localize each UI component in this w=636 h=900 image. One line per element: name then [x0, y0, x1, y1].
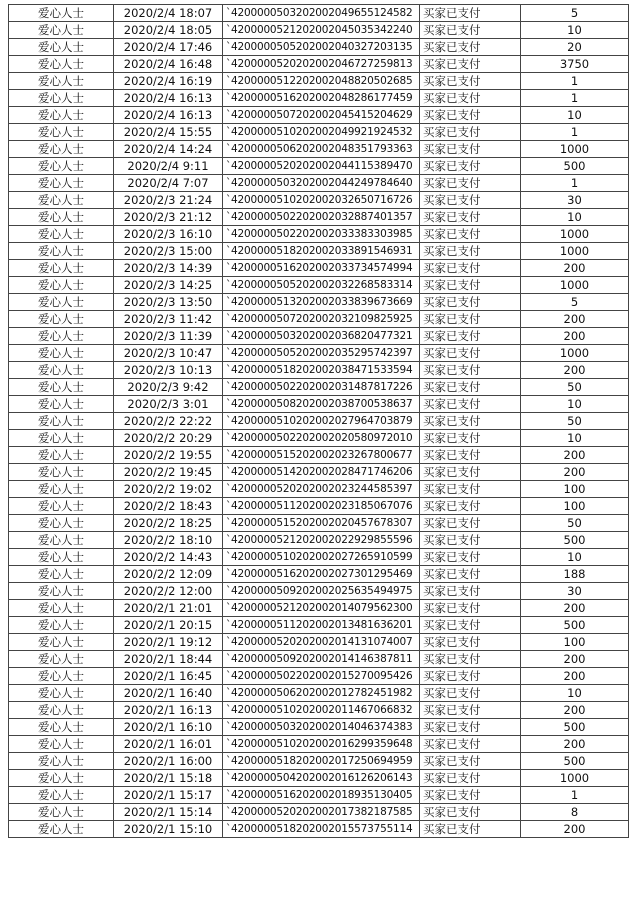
payment-status-cell: 买家已支付 [420, 600, 521, 617]
order-id-cell: `4200000516202002033734574994 [223, 260, 420, 277]
time-cell: 2020/2/2 18:43 [114, 498, 223, 515]
order-id-cell: `4200000520202002044115389470 [223, 158, 420, 175]
donor-cell: 爱心人士 [9, 413, 114, 430]
amount-cell: 200 [521, 651, 629, 668]
amount-cell: 1 [521, 787, 629, 804]
order-id-cell: `4200000504202002016126206143 [223, 770, 420, 787]
order-id-cell: `4200000516202002027301295469 [223, 566, 420, 583]
table-row [9, 702, 629, 719]
amount-cell: 1000 [521, 141, 629, 158]
time-cell: 2020/2/3 16:10 [114, 226, 223, 243]
donor-cell: 爱心人士 [9, 226, 114, 243]
payment-status-cell: 买家已支付 [420, 73, 521, 90]
time-cell: 2020/2/4 17:46 [114, 39, 223, 56]
order-id-cell: `4200000518202002038471533594 [223, 362, 420, 379]
donor-cell: 爱心人士 [9, 328, 114, 345]
table-row [9, 345, 629, 362]
table-row [9, 328, 629, 345]
table-row [9, 124, 629, 141]
amount-cell: 10 [521, 209, 629, 226]
order-id-cell: `4200000502202002033383303985 [223, 226, 420, 243]
payment-status-cell: 买家已支付 [420, 702, 521, 719]
amount-cell: 5 [521, 294, 629, 311]
amount-cell: 10 [521, 22, 629, 39]
donor-cell: 爱心人士 [9, 107, 114, 124]
amount-cell: 3750 [521, 56, 629, 73]
order-id-cell: `4200000503202002044249784640 [223, 175, 420, 192]
amount-cell: 10 [521, 430, 629, 447]
amount-cell: 50 [521, 413, 629, 430]
donor-cell: 爱心人士 [9, 158, 114, 175]
payment-status-cell: 买家已支付 [420, 821, 521, 838]
table-row [9, 736, 629, 753]
donation-table [8, 4, 629, 838]
amount-cell: 100 [521, 481, 629, 498]
order-id-cell: `4200000512202002048820502685 [223, 73, 420, 90]
order-id-cell: `4200000502202002015270095426 [223, 668, 420, 685]
amount-cell: 10 [521, 107, 629, 124]
order-id-cell: `4200000503202002014046374383 [223, 719, 420, 736]
payment-status-cell: 买家已支付 [420, 243, 521, 260]
amount-cell: 5 [521, 5, 629, 22]
time-cell: 2020/2/3 3:01 [114, 396, 223, 413]
table-row [9, 175, 629, 192]
table-row [9, 685, 629, 702]
payment-status-cell: 买家已支付 [420, 464, 521, 481]
time-cell: 2020/2/1 16:00 [114, 753, 223, 770]
time-cell: 2020/2/1 15:18 [114, 770, 223, 787]
payment-status-cell: 买家已支付 [420, 277, 521, 294]
time-cell: 2020/2/4 7:07 [114, 175, 223, 192]
donor-cell: 爱心人士 [9, 804, 114, 821]
donor-cell: 爱心人士 [9, 498, 114, 515]
payment-status-cell: 买家已支付 [420, 770, 521, 787]
payment-status-cell: 买家已支付 [420, 345, 521, 362]
time-cell: 2020/2/4 14:24 [114, 141, 223, 158]
amount-cell: 100 [521, 634, 629, 651]
amount-cell: 1 [521, 73, 629, 90]
donor-cell: 爱心人士 [9, 736, 114, 753]
time-cell: 2020/2/4 18:07 [114, 5, 223, 22]
order-id-cell: `4200000510202002027964703879 [223, 413, 420, 430]
donor-cell: 爱心人士 [9, 600, 114, 617]
order-id-cell: `4200000507202002045415204629 [223, 107, 420, 124]
payment-status-cell: 买家已支付 [420, 141, 521, 158]
table-row [9, 39, 629, 56]
amount-cell: 200 [521, 362, 629, 379]
amount-cell: 188 [521, 566, 629, 583]
table-row [9, 158, 629, 175]
payment-status-cell: 买家已支付 [420, 481, 521, 498]
payment-status-cell: 买家已支付 [420, 787, 521, 804]
table-row [9, 294, 629, 311]
table-row [9, 481, 629, 498]
time-cell: 2020/2/1 16:10 [114, 719, 223, 736]
order-id-cell: `4200000502202002031487817226 [223, 379, 420, 396]
order-id-cell: `4200000518202002033891546931 [223, 243, 420, 260]
amount-cell: 100 [521, 498, 629, 515]
time-cell: 2020/2/2 20:29 [114, 430, 223, 447]
payment-status-cell: 买家已支付 [420, 5, 521, 22]
amount-cell: 200 [521, 668, 629, 685]
donor-cell: 爱心人士 [9, 243, 114, 260]
time-cell: 2020/2/1 19:12 [114, 634, 223, 651]
payment-status-cell: 买家已支付 [420, 685, 521, 702]
amount-cell: 200 [521, 702, 629, 719]
amount-cell: 30 [521, 192, 629, 209]
payment-status-cell: 买家已支付 [420, 175, 521, 192]
table-row [9, 787, 629, 804]
amount-cell: 1000 [521, 345, 629, 362]
amount-cell: 200 [521, 600, 629, 617]
payment-status-cell: 买家已支付 [420, 719, 521, 736]
time-cell: 2020/2/4 16:48 [114, 56, 223, 73]
order-id-cell: `4200000503202002036820477321 [223, 328, 420, 345]
amount-cell: 500 [521, 719, 629, 736]
donor-cell: 爱心人士 [9, 651, 114, 668]
table-row [9, 498, 629, 515]
time-cell: 2020/2/2 18:10 [114, 532, 223, 549]
donor-cell: 爱心人士 [9, 549, 114, 566]
donor-cell: 爱心人士 [9, 532, 114, 549]
time-cell: 2020/2/1 15:17 [114, 787, 223, 804]
amount-cell: 1000 [521, 226, 629, 243]
table-row [9, 396, 629, 413]
amount-cell: 10 [521, 685, 629, 702]
amount-cell: 500 [521, 532, 629, 549]
order-id-cell: `4200000510202002016299359648 [223, 736, 420, 753]
amount-cell: 200 [521, 260, 629, 277]
time-cell: 2020/2/1 16:01 [114, 736, 223, 753]
time-cell: 2020/2/4 16:19 [114, 73, 223, 90]
table-row [9, 719, 629, 736]
time-cell: 2020/2/1 15:10 [114, 821, 223, 838]
order-id-cell: `4200000515202002023267800677 [223, 447, 420, 464]
payment-status-cell: 买家已支付 [420, 56, 521, 73]
table-row [9, 73, 629, 90]
order-id-cell: `4200000515202002020457678307 [223, 515, 420, 532]
payment-status-cell: 买家已支付 [420, 515, 521, 532]
table-row [9, 209, 629, 226]
payment-status-cell: 买家已支付 [420, 90, 521, 107]
donor-cell: 爱心人士 [9, 634, 114, 651]
payment-status-cell: 买家已支付 [420, 566, 521, 583]
payment-status-cell: 买家已支付 [420, 294, 521, 311]
time-cell: 2020/2/2 19:02 [114, 481, 223, 498]
order-id-cell: `4200000520202002023244585397 [223, 481, 420, 498]
table-row [9, 141, 629, 158]
table-row [9, 821, 629, 838]
payment-status-cell: 买家已支付 [420, 532, 521, 549]
donor-cell: 爱心人士 [9, 515, 114, 532]
table-row [9, 56, 629, 73]
table-row [9, 379, 629, 396]
order-id-cell: `4200000516202002048286177459 [223, 90, 420, 107]
table-row [9, 260, 629, 277]
time-cell: 2020/2/4 9:11 [114, 158, 223, 175]
order-id-cell: `4200000505202002032268583314 [223, 277, 420, 294]
amount-cell: 10 [521, 396, 629, 413]
payment-status-cell: 买家已支付 [420, 209, 521, 226]
order-id-cell: `4200000506202002012782451982 [223, 685, 420, 702]
table-row [9, 430, 629, 447]
amount-cell: 200 [521, 736, 629, 753]
table-row [9, 90, 629, 107]
payment-status-cell: 买家已支付 [420, 328, 521, 345]
table-row [9, 22, 629, 39]
donor-cell: 爱心人士 [9, 566, 114, 583]
donor-cell: 爱心人士 [9, 753, 114, 770]
amount-cell: 200 [521, 328, 629, 345]
time-cell: 2020/2/2 18:25 [114, 515, 223, 532]
order-id-cell: `4200000510202002027265910599 [223, 549, 420, 566]
amount-cell: 10 [521, 549, 629, 566]
order-id-cell: `4200000513202002033839673669 [223, 294, 420, 311]
time-cell: 2020/2/4 18:05 [114, 22, 223, 39]
time-cell: 2020/2/2 12:09 [114, 566, 223, 583]
amount-cell: 1 [521, 175, 629, 192]
amount-cell: 200 [521, 464, 629, 481]
time-cell: 2020/2/3 11:42 [114, 311, 223, 328]
amount-cell: 8 [521, 804, 629, 821]
payment-status-cell: 买家已支付 [420, 583, 521, 600]
time-cell: 2020/2/3 10:47 [114, 345, 223, 362]
amount-cell: 200 [521, 311, 629, 328]
table-row [9, 107, 629, 124]
donor-cell: 爱心人士 [9, 39, 114, 56]
donor-cell: 爱心人士 [9, 5, 114, 22]
table-row [9, 566, 629, 583]
payment-status-cell: 买家已支付 [420, 311, 521, 328]
time-cell: 2020/2/1 20:15 [114, 617, 223, 634]
payment-status-cell: 买家已支付 [420, 413, 521, 430]
donor-cell: 爱心人士 [9, 294, 114, 311]
time-cell: 2020/2/3 10:13 [114, 362, 223, 379]
table-row [9, 804, 629, 821]
order-id-cell: `4200000509202002014146387811 [223, 651, 420, 668]
donor-cell: 爱心人士 [9, 668, 114, 685]
table-row [9, 192, 629, 209]
amount-cell: 50 [521, 379, 629, 396]
order-id-cell: `4200000505202002035295742397 [223, 345, 420, 362]
payment-status-cell: 买家已支付 [420, 39, 521, 56]
table-row [9, 549, 629, 566]
amount-cell: 30 [521, 583, 629, 600]
amount-cell: 1000 [521, 243, 629, 260]
time-cell: 2020/2/3 21:12 [114, 209, 223, 226]
amount-cell: 1 [521, 90, 629, 107]
payment-status-cell: 买家已支付 [420, 107, 521, 124]
order-id-cell: `4200000510202002032650716726 [223, 192, 420, 209]
time-cell: 2020/2/3 13:50 [114, 294, 223, 311]
time-cell: 2020/2/1 15:14 [114, 804, 223, 821]
amount-cell: 1000 [521, 277, 629, 294]
time-cell: 2020/2/1 21:01 [114, 600, 223, 617]
time-cell: 2020/2/2 22:22 [114, 413, 223, 430]
table-row [9, 668, 629, 685]
table-row [9, 515, 629, 532]
payment-status-cell: 买家已支付 [420, 379, 521, 396]
payment-status-cell: 买家已支付 [420, 634, 521, 651]
order-id-cell: `4200000520202002046727259813 [223, 56, 420, 73]
order-id-cell: `4200000520202002017382187585 [223, 804, 420, 821]
time-cell: 2020/2/1 18:44 [114, 651, 223, 668]
time-cell: 2020/2/2 19:45 [114, 464, 223, 481]
donor-cell: 爱心人士 [9, 447, 114, 464]
payment-status-cell: 买家已支付 [420, 447, 521, 464]
time-cell: 2020/2/2 14:43 [114, 549, 223, 566]
payment-status-cell: 买家已支付 [420, 753, 521, 770]
time-cell: 2020/2/2 12:00 [114, 583, 223, 600]
order-id-cell: `4200000520202002014131074007 [223, 634, 420, 651]
order-id-cell: `4200000507202002032109825925 [223, 311, 420, 328]
donor-cell: 爱心人士 [9, 22, 114, 39]
amount-cell: 500 [521, 617, 629, 634]
payment-status-cell: 买家已支付 [420, 158, 521, 175]
table-row [9, 362, 629, 379]
order-id-cell: `4200000506202002048351793363 [223, 141, 420, 158]
order-id-cell: `4200000502202002020580972010 [223, 430, 420, 447]
table-row [9, 532, 629, 549]
order-id-cell: `4200000505202002040327203135 [223, 39, 420, 56]
time-cell: 2020/2/3 14:25 [114, 277, 223, 294]
donor-cell: 爱心人士 [9, 481, 114, 498]
table-row [9, 651, 629, 668]
order-id-cell: `4200000514202002028471746206 [223, 464, 420, 481]
time-cell: 2020/2/2 19:55 [114, 447, 223, 464]
time-cell: 2020/2/4 16:13 [114, 107, 223, 124]
order-id-cell: `4200000521202002045035342240 [223, 22, 420, 39]
order-id-cell: `4200000521202002022929855596 [223, 532, 420, 549]
amount-cell: 50 [521, 515, 629, 532]
time-cell: 2020/2/3 11:39 [114, 328, 223, 345]
payment-status-cell: 买家已支付 [420, 430, 521, 447]
amount-cell: 20 [521, 39, 629, 56]
donation-rows [9, 5, 629, 838]
order-id-cell: `4200000511202002013481636201 [223, 617, 420, 634]
donor-cell: 爱心人士 [9, 583, 114, 600]
donor-cell: 爱心人士 [9, 90, 114, 107]
order-id-cell: `4200000516202002018935130405 [223, 787, 420, 804]
time-cell: 2020/2/1 16:40 [114, 685, 223, 702]
table-row [9, 5, 629, 22]
donor-cell: 爱心人士 [9, 685, 114, 702]
amount-cell: 1 [521, 124, 629, 141]
order-id-cell: `4200000509202002025635494975 [223, 583, 420, 600]
donor-cell: 爱心人士 [9, 260, 114, 277]
table-row [9, 226, 629, 243]
amount-cell: 200 [521, 447, 629, 464]
donor-cell: 爱心人士 [9, 192, 114, 209]
donor-cell: 爱心人士 [9, 719, 114, 736]
table-row [9, 600, 629, 617]
payment-status-cell: 买家已支付 [420, 396, 521, 413]
table-row [9, 617, 629, 634]
time-cell: 2020/2/3 14:39 [114, 260, 223, 277]
table-row [9, 770, 629, 787]
table-row [9, 447, 629, 464]
order-id-cell: `4200000518202002015573755114 [223, 821, 420, 838]
time-cell: 2020/2/1 16:13 [114, 702, 223, 719]
donor-cell: 爱心人士 [9, 702, 114, 719]
payment-status-cell: 买家已支付 [420, 362, 521, 379]
donor-cell: 爱心人士 [9, 311, 114, 328]
payment-status-cell: 买家已支付 [420, 549, 521, 566]
payment-status-cell: 买家已支付 [420, 736, 521, 753]
time-cell: 2020/2/4 16:13 [114, 90, 223, 107]
table-row [9, 311, 629, 328]
payment-status-cell: 买家已支付 [420, 124, 521, 141]
donor-cell: 爱心人士 [9, 430, 114, 447]
order-id-cell: `4200000510202002049921924532 [223, 124, 420, 141]
payment-status-cell: 买家已支付 [420, 22, 521, 39]
payment-status-cell: 买家已支付 [420, 668, 521, 685]
order-id-cell: `4200000521202002014079562300 [223, 600, 420, 617]
payment-status-cell: 买家已支付 [420, 651, 521, 668]
payment-status-cell: 买家已支付 [420, 226, 521, 243]
payment-status-cell: 买家已支付 [420, 192, 521, 209]
donor-cell: 爱心人士 [9, 787, 114, 804]
donor-cell: 爱心人士 [9, 124, 114, 141]
table-row [9, 413, 629, 430]
donor-cell: 爱心人士 [9, 464, 114, 481]
order-id-cell: `4200000511202002023185067076 [223, 498, 420, 515]
table-row [9, 583, 629, 600]
order-id-cell: `4200000518202002017250694959 [223, 753, 420, 770]
time-cell: 2020/2/4 15:55 [114, 124, 223, 141]
payment-status-cell: 买家已支付 [420, 804, 521, 821]
order-id-cell: `420000050320200204965512458​2 [223, 5, 420, 22]
donor-cell: 爱心人士 [9, 821, 114, 838]
time-cell: 2020/2/3 21:24 [114, 192, 223, 209]
amount-cell: 200 [521, 821, 629, 838]
donor-cell: 爱心人士 [9, 362, 114, 379]
donor-cell: 爱心人士 [9, 141, 114, 158]
time-cell: 2020/2/3 15:00 [114, 243, 223, 260]
donor-cell: 爱心人士 [9, 345, 114, 362]
table-row [9, 277, 629, 294]
order-id-cell: `4200000502202002032887401357 [223, 209, 420, 226]
order-id-cell: `4200000508202002038700538637 [223, 396, 420, 413]
donor-cell: 爱心人士 [9, 175, 114, 192]
order-id-cell: `4200000510202002011467066832 [223, 702, 420, 719]
donor-cell: 爱心人士 [9, 379, 114, 396]
donor-cell: 爱心人士 [9, 73, 114, 90]
table-row [9, 243, 629, 260]
donor-cell: 爱心人士 [9, 209, 114, 226]
donor-cell: 爱心人士 [9, 770, 114, 787]
time-cell: 2020/2/3 9:42 [114, 379, 223, 396]
donor-cell: 爱心人士 [9, 56, 114, 73]
time-cell: 2020/2/1 16:45 [114, 668, 223, 685]
payment-status-cell: 买家已支付 [420, 260, 521, 277]
table-row [9, 753, 629, 770]
amount-cell: 500 [521, 158, 629, 175]
amount-cell: 500 [521, 753, 629, 770]
donor-cell: 爱心人士 [9, 617, 114, 634]
amount-cell: 1000 [521, 770, 629, 787]
payment-status-cell: 买家已支付 [420, 617, 521, 634]
payment-status-cell: 买家已支付 [420, 498, 521, 515]
table-row [9, 634, 629, 651]
donor-cell: 爱心人士 [9, 396, 114, 413]
table-row [9, 464, 629, 481]
donor-cell: 爱心人士 [9, 277, 114, 294]
